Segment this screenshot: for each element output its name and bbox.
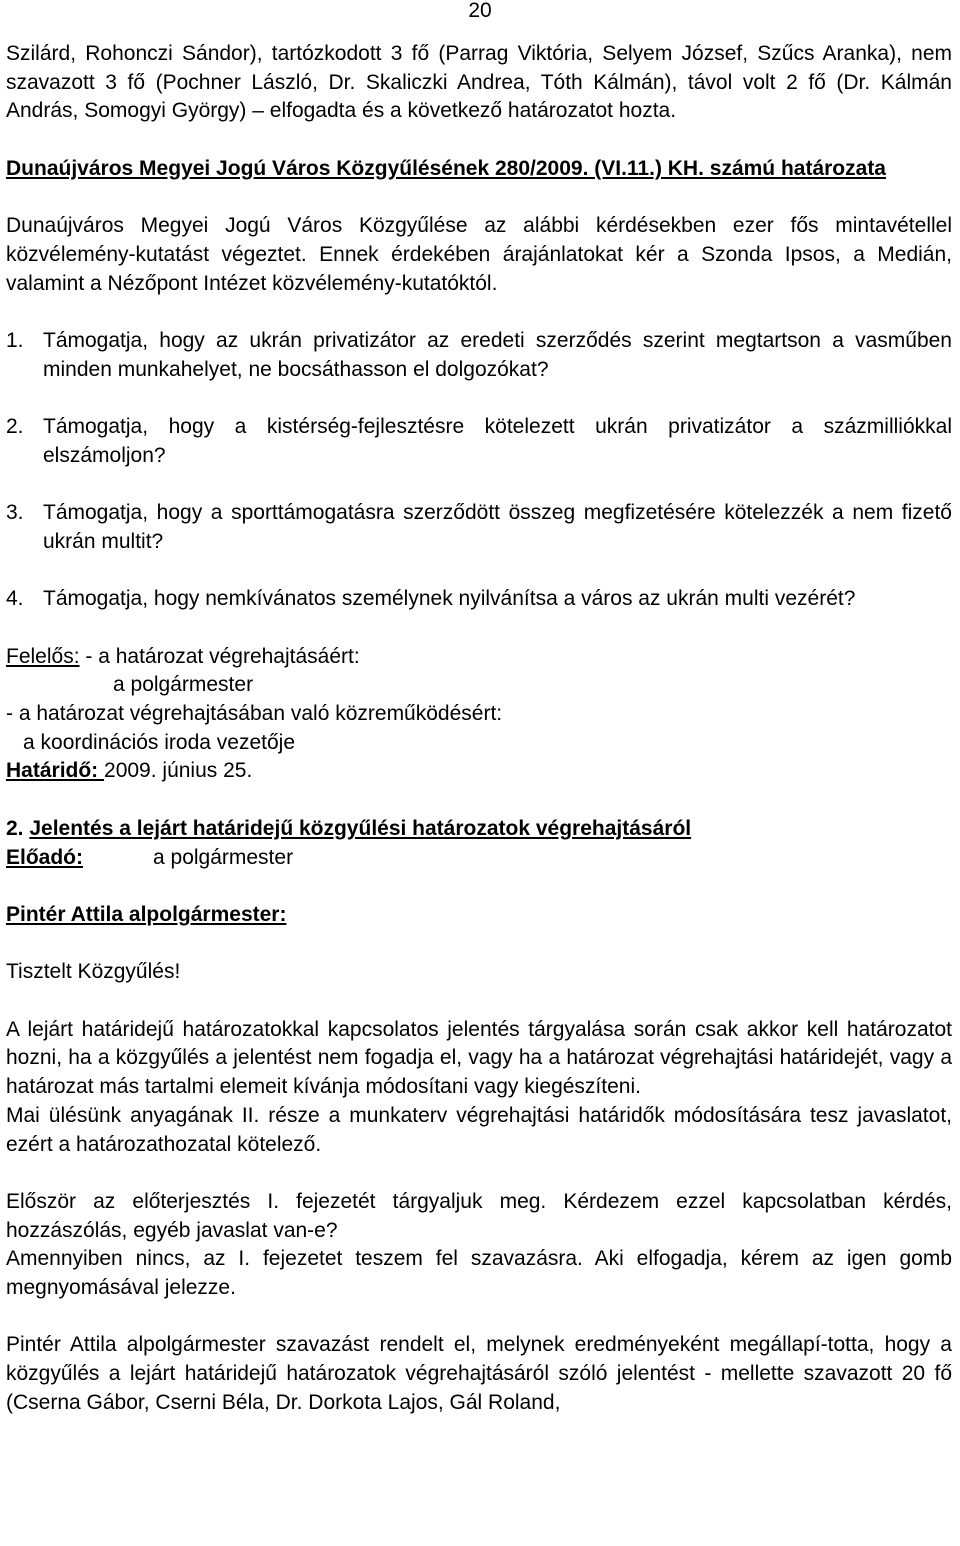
responsible-text-1: - a határozat végrehajtásáért:	[79, 644, 360, 668]
presenter-name: a polgármester	[153, 845, 294, 869]
speaker-name: Pintér Attila alpolgármester:	[6, 902, 287, 926]
agenda-item-title: Jelentés a lejárt határidejű közgyűlési határozatok végrehajtásáról	[29, 816, 692, 840]
resolution-title: Dunaújváros Megyei Jogú Város Közgyűlésének 280/2009. (VI.11.) KH. számú határozata	[6, 156, 886, 180]
question-item-3	[6, 499, 952, 556]
responsible-person-1: a polgármester	[113, 673, 254, 697]
agenda-item-title-line	[6, 815, 952, 844]
responsible-line	[6, 643, 952, 672]
speech-paragraph-1: A lejárt határidejű határozatokkal kapcsolatos jelentés tárgyalása során csak akkor kell határozatot hozni, ha a közgyűlés a jelentést nem fogadja el, vagy ha a határozat végrehajtási határidejét, vagy a határozat más tartalmi elemeit kívánja módosítani vagy kiegészíteni.	[6, 1017, 952, 1099]
responsible-person-2: a koordinációs iroda vezetője	[23, 730, 295, 754]
question-number: 3.	[6, 501, 24, 525]
question-text: Támogatja, hogy a kistérség-fejlesztésre kötelezett ukrán privatizátor a százmilliókkal elszámoljon?	[43, 415, 952, 467]
agenda-item-number: 2.	[6, 816, 24, 840]
deadline-value: 2009. június 25.	[104, 759, 253, 783]
speech-paragraph-3: Először az előterjesztés I. fejezetét tárgyaljuk meg. Kérdezem ezzel kapcsolatban kérdés, hozzászólás, egyéb javaslat van-e?	[6, 1189, 952, 1242]
deadline-label: Határidő:	[6, 759, 105, 783]
speech-paragraph-4: Amennyiben nincs, az I. fejezetet teszem fel szavazásra. Aki elfogadja, kérem az igen gomb megnyomásával jelezze.	[6, 1247, 952, 1300]
intro-paragraph: Szilárd, Rohonczi Sándor), tartózkodott 3 fő (Parrag Viktória, Selyem József, Szűcs Aranka), nem szavazott 3 fő (Pochner László, Dr. Skaliczki Andrea, Tóth Kálmán), távol volt 2 fő (Dr. Kálmán András, Somogyi György) – elfogadta és a következő határozatot hozta.	[6, 42, 952, 123]
question-number: 2.	[6, 415, 24, 439]
presenter-line	[6, 844, 952, 873]
page-number: 20	[468, 0, 492, 22]
speech-paragraph-2: Mai ülésünk anyagának II. része a munkaterv végrehajtási határidők módosítására tesz javaslatot, ezért a határozathozatal kötelező.	[6, 1103, 952, 1156]
resolution-body: Dunaújváros Megyei Jogú Város Közgyűlése az alábbi kérdésekben ezer fős mintavétellel közvélemény-kutatást végeztet. Ennek érdekében árajánlatokat kér a Szonda Ipsos, a Medián, valamint a Nézőpont Intézet közvélemény-kutatóktól.	[6, 214, 952, 295]
question-text: Támogatja, hogy nemkívánatos személynek nyilvánítsa a város az ukrán multi vezérét?	[43, 587, 856, 611]
question-item-2	[6, 413, 952, 470]
greeting: Tisztelt Közgyűlés!	[6, 960, 181, 984]
presenter-label: Előadó:	[6, 845, 83, 869]
question-item-1	[6, 327, 952, 384]
vote-result-paragraph: Pintér Attila alpolgármester szavazást rendelt el, melynek eredményeként megállapí-totta, hogy a közgyűlés a lejárt határidejű határozatok végrehajtásáról szóló jelentést - mellette szavazott 20 fő (Cserna Gábor, Cserni Béla, Dr. Dorkota Lajos, Gál Roland,	[6, 1333, 952, 1414]
question-item-4	[6, 585, 952, 614]
question-text: Támogatja, hogy az ukrán privatizátor az eredeti szerződés szerint megtartson a vasműben minden munkahelyet, ne bocsáthasson el dolgozókat?	[43, 328, 952, 381]
deadline-line	[6, 757, 952, 786]
responsible-text-2: - a határozat végrehajtásában való közreműködésért:	[6, 702, 503, 726]
question-text: Támogatja, hogy a sporttámogatásra szerződött összeg megfizetésére kötelezzék a nem fizető ukrán multit?	[43, 501, 952, 553]
question-number: 1.	[6, 328, 24, 352]
question-number: 4.	[6, 587, 24, 611]
responsible-label: Felelős:	[6, 644, 80, 668]
document-body	[6, 40, 952, 1418]
